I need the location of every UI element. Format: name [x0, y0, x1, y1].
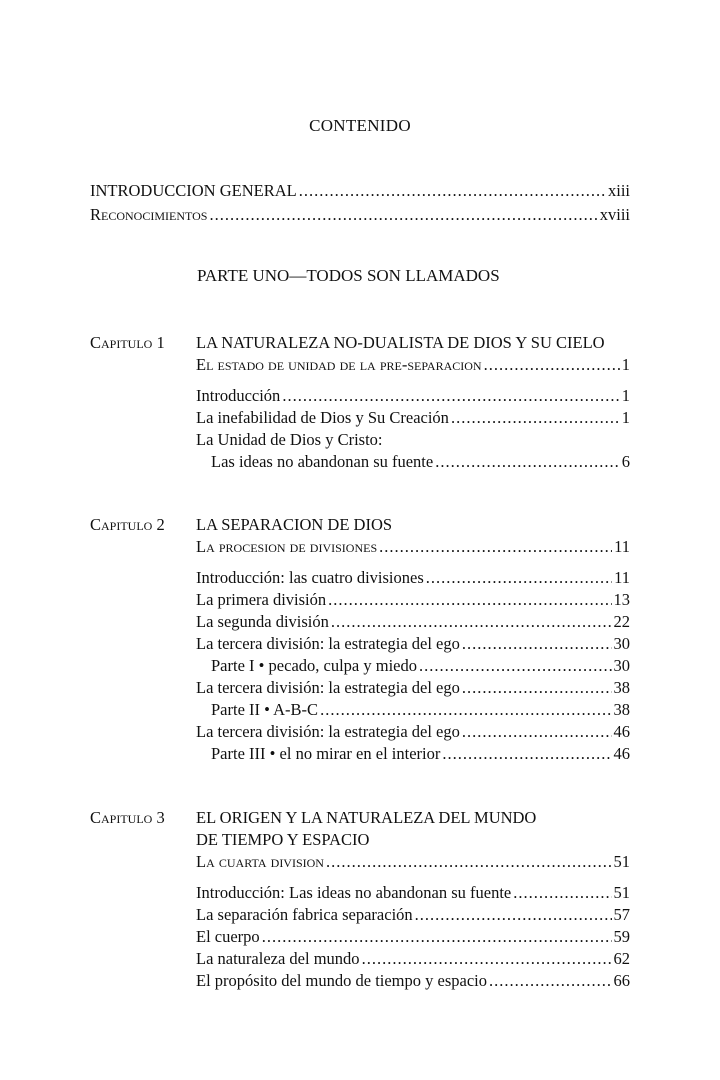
entry-title: Introducción: las cuatro divisiones: [196, 568, 424, 587]
dot-leader: [262, 927, 612, 947]
entry-title: Parte II • A-B-C: [211, 700, 319, 719]
entry-page: 66: [613, 971, 630, 990]
toc-entry: [196, 971, 630, 991]
dot-leader: [462, 634, 612, 654]
toc-entry: [196, 905, 630, 925]
entry-title: La segunda división: [196, 612, 329, 631]
dot-leader: [299, 181, 606, 201]
entry-title: Parte III • el no mirar en el interior: [211, 744, 441, 763]
entry-title: La naturaleza del mundo: [196, 949, 360, 968]
entry-title: La cuarta division: [196, 852, 324, 871]
dot-leader: [282, 386, 619, 406]
chapter-label: Capitulo 1: [90, 333, 165, 352]
dot-leader: [362, 949, 612, 969]
entry-title: La tercera división: la estrategia del ego: [196, 722, 460, 741]
chapter-title: LA SEPARACION DE DIOS: [196, 515, 393, 534]
entry-page: 38: [613, 678, 630, 697]
toc-entry: [196, 634, 630, 654]
entry-page: 38: [613, 700, 630, 719]
toc-entry: [196, 590, 630, 610]
entry-title: Introducción: Las ideas no abandonan su fuente: [196, 883, 512, 902]
entry-page: 57: [613, 905, 630, 924]
dot-leader: [426, 568, 612, 588]
chapter-label: Capitulo 2: [90, 515, 165, 534]
entry-title: Las ideas no abandonan su fuente: [211, 452, 434, 471]
entry-title: La tercera división: la estrategia del ego: [196, 634, 460, 653]
entry-title: El estado de unidad de la pre-separacion: [196, 355, 482, 374]
dot-leader: [379, 537, 612, 557]
entry-page: 30: [613, 656, 630, 675]
toc-entry: [196, 408, 630, 428]
entry-page: 59: [613, 927, 630, 946]
chapter-title-line2: DE TIEMPO Y ESPACIO: [196, 830, 370, 849]
entry-title: El cuerpo: [196, 927, 260, 946]
toc-entry: [211, 452, 630, 472]
entry-page: 22: [613, 612, 630, 631]
entry-page: 13: [613, 590, 630, 609]
dot-leader: [328, 590, 611, 610]
toc-entry: [196, 883, 630, 903]
toc-entry: [196, 430, 630, 450]
toc-entry-introduction: [90, 181, 630, 201]
entry-page: xviii: [599, 205, 630, 224]
dot-leader: [451, 408, 620, 428]
dot-leader: [435, 452, 620, 472]
toc-entry: [196, 927, 630, 947]
toc-entry: [196, 722, 630, 742]
toc-entry-acknowledgments: [90, 205, 630, 225]
entry-title: Reconocimientos: [90, 205, 208, 224]
entry-title: La Unidad de Dios y Cristo:: [196, 430, 383, 449]
entry-title: El propósito del mundo de tiempo y espacio: [196, 971, 487, 990]
dot-leader: [513, 883, 611, 903]
toc-entry: [211, 700, 630, 720]
entry-page: 30: [613, 634, 630, 653]
dot-leader: [462, 722, 612, 742]
chapter-label: Capitulo 3: [90, 808, 165, 827]
entry-page: 1: [621, 386, 630, 405]
dot-leader: [484, 355, 620, 375]
page-title: CONTENIDO: [309, 116, 411, 135]
entry-page: 11: [614, 537, 630, 556]
entry-page: xiii: [607, 181, 630, 200]
toc-entry: [196, 386, 630, 406]
entry-page: 6: [621, 452, 630, 471]
toc-entry: [196, 612, 630, 632]
entry-page: 51: [613, 883, 630, 902]
toc-entry: [196, 678, 630, 698]
entry-page: 1: [621, 355, 630, 374]
entry-title: La procesion de divisiones: [196, 537, 378, 556]
dot-leader: [489, 971, 612, 991]
entry-page: 46: [613, 744, 630, 763]
chapter-subtitle: [196, 537, 630, 557]
dot-leader: [209, 205, 597, 225]
chapter-subtitle: [196, 355, 630, 375]
entry-page: 51: [613, 852, 630, 871]
entry-page: 46: [613, 722, 630, 741]
entry-page: 11: [614, 568, 630, 587]
toc-entry: [196, 949, 630, 969]
toc-entry: [211, 656, 630, 676]
entry-title: Parte I • pecado, culpa y miedo: [211, 656, 417, 675]
dot-leader: [326, 852, 612, 872]
chapter-subtitle: [196, 852, 630, 872]
dot-leader: [331, 612, 612, 632]
toc-entry: [211, 744, 630, 764]
entry-title: INTRODUCCION GENERAL: [90, 181, 297, 200]
entry-title: La tercera división: la estrategia del ego: [196, 678, 460, 697]
dot-leader: [419, 656, 612, 676]
toc-entry: [196, 568, 630, 588]
dot-leader: [442, 744, 611, 764]
chapter-title: EL ORIGEN Y LA NATURALEZA DEL MUNDO: [196, 808, 537, 827]
entry-title: La primera división: [196, 590, 327, 609]
entry-title: La separación fabrica separación: [196, 905, 413, 924]
entry-page: 62: [613, 949, 630, 968]
entry-title: Introducción: [196, 386, 281, 405]
chapter-title: LA NATURALEZA NO-DUALISTA DE DIOS Y SU CIELO: [196, 333, 605, 352]
dot-leader: [320, 700, 611, 720]
dot-leader: [415, 905, 612, 925]
part-heading: PARTE UNO—TODOS SON LLAMADOS: [197, 266, 500, 285]
dot-leader: [462, 678, 612, 698]
entry-page: 1: [621, 408, 630, 427]
entry-title: La inefabilidad de Dios y Su Creación: [196, 408, 449, 427]
